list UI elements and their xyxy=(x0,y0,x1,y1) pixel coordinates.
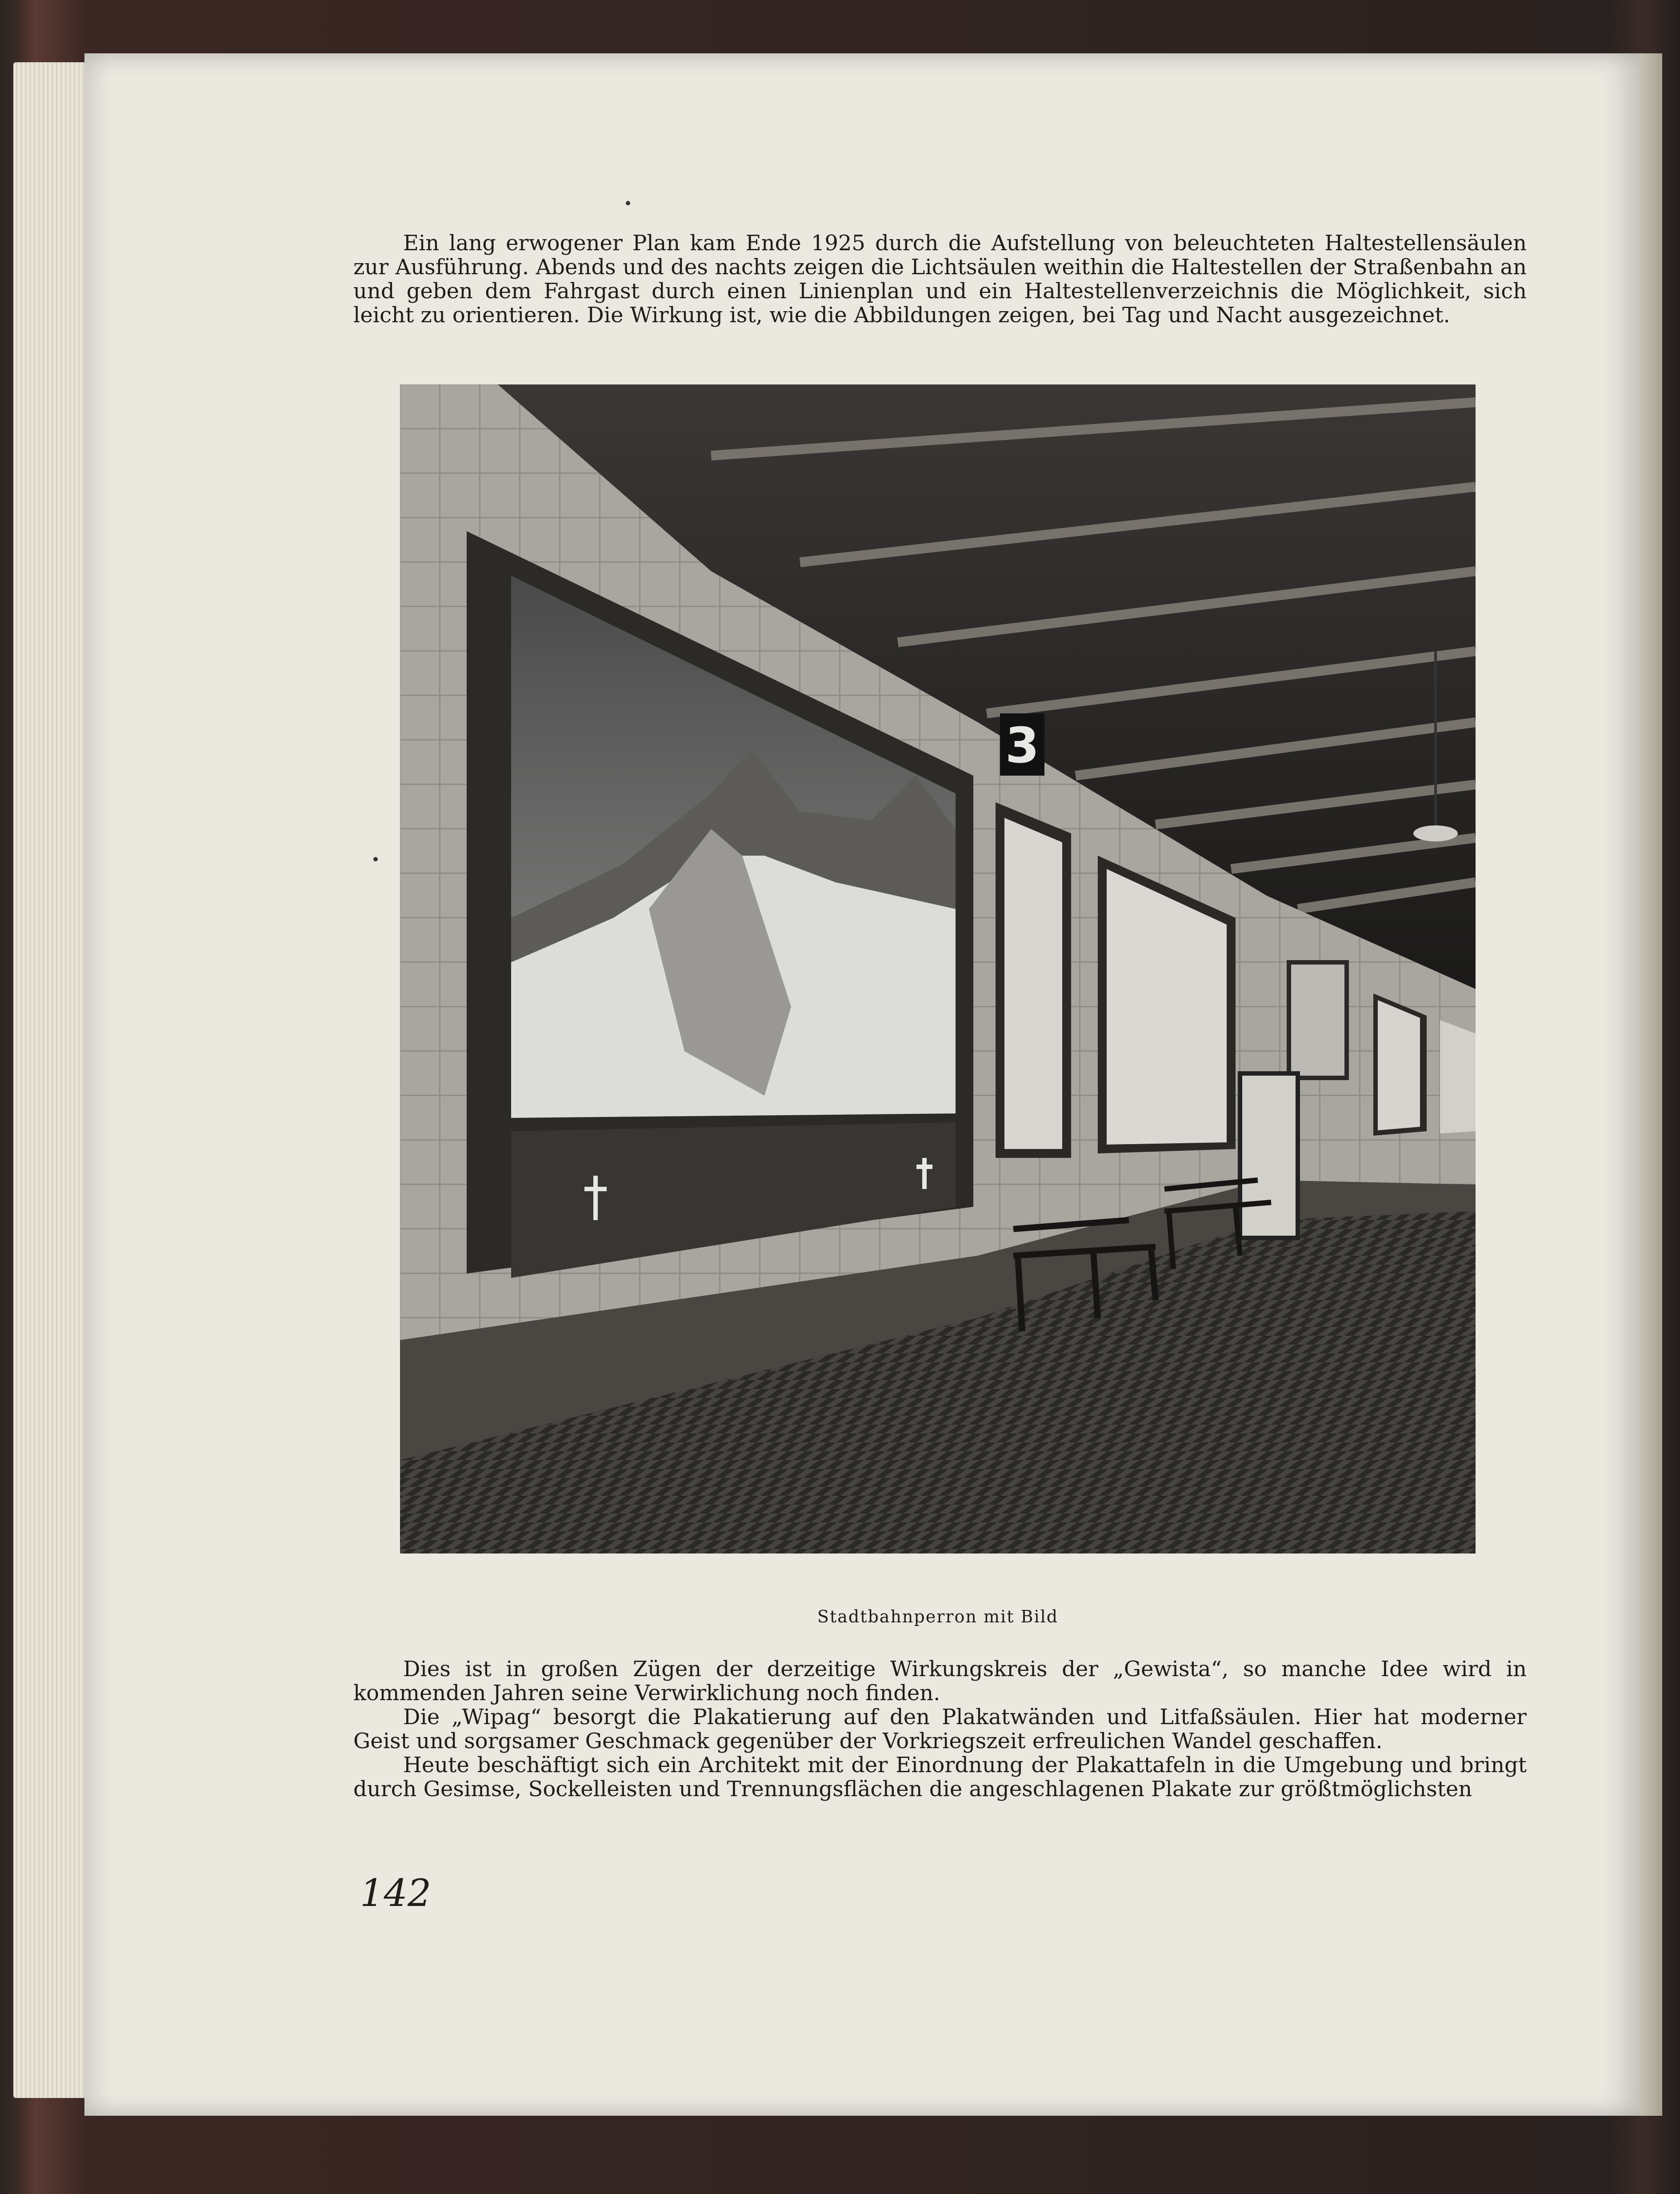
print-speck xyxy=(626,201,630,205)
poster-frame-4 xyxy=(1440,1020,1476,1133)
photo-caption: Stadtbahnperron mit Bild xyxy=(817,1607,1059,1626)
page-number: 142 xyxy=(360,1871,432,1915)
hanging-lamp xyxy=(1413,825,1458,841)
platform-photo-illustration xyxy=(400,384,1476,1553)
platform-number: 3 xyxy=(1005,717,1040,774)
info-pillar xyxy=(1240,1073,1298,1238)
paragraph-wipag: Die „Wipag“ besorgt die Plakatierung auf den Plakatwänden und Litfaßsäulen. Hier hat moderner Geist und sorgsamer Geschmack gegenüber der Vorkriegszeit erfreulichen Wandel geschaffen. xyxy=(353,1705,1527,1754)
poster-frame-3-blank xyxy=(1378,1000,1420,1130)
paragraphs-bottom xyxy=(353,1657,1527,1801)
photo-stadtbahnperron xyxy=(400,384,1476,1553)
far-signboard xyxy=(1289,962,1347,1078)
poster-frame-1-blank xyxy=(1004,818,1062,1149)
print-speck xyxy=(373,857,378,861)
paragraph-gewista: Dies ist in großen Zügen der derzeitige Wirkungskreis der „Gewista“, so manche Idee wird in kommenden Jahren seine Verwirklichung noch finden. xyxy=(353,1657,1527,1706)
paragraph-architekt: Heute beschäftigt sich ein Architekt mit der Einordnung der Plakattafeln in die Umgebung und bringt durch Gesimse, Sockelleisten und Trennungsflächen die angeschlagenen Plakate zur größtmöglichsten xyxy=(353,1753,1527,1802)
page-right-edge xyxy=(1640,53,1662,2116)
paragraph-intro: Ein lang erwogener Plan kam Ende 1925 durch die Aufstellung von beleuchteten Haltestellensäulen zur Ausführung. Abends und des nachts zeigen die Lichtsäulen weithin die Haltestellen der Straßenbahn an und geben dem Fahrgast durch einen Linienplan und ein Haltestellenverzeichnis die Möglichkeit, sich leicht zu orientieren. Die Wirkung ist, wie die Abbildungen zeigen, bei Tag und Nacht ausgezeichnet. xyxy=(353,231,1527,328)
